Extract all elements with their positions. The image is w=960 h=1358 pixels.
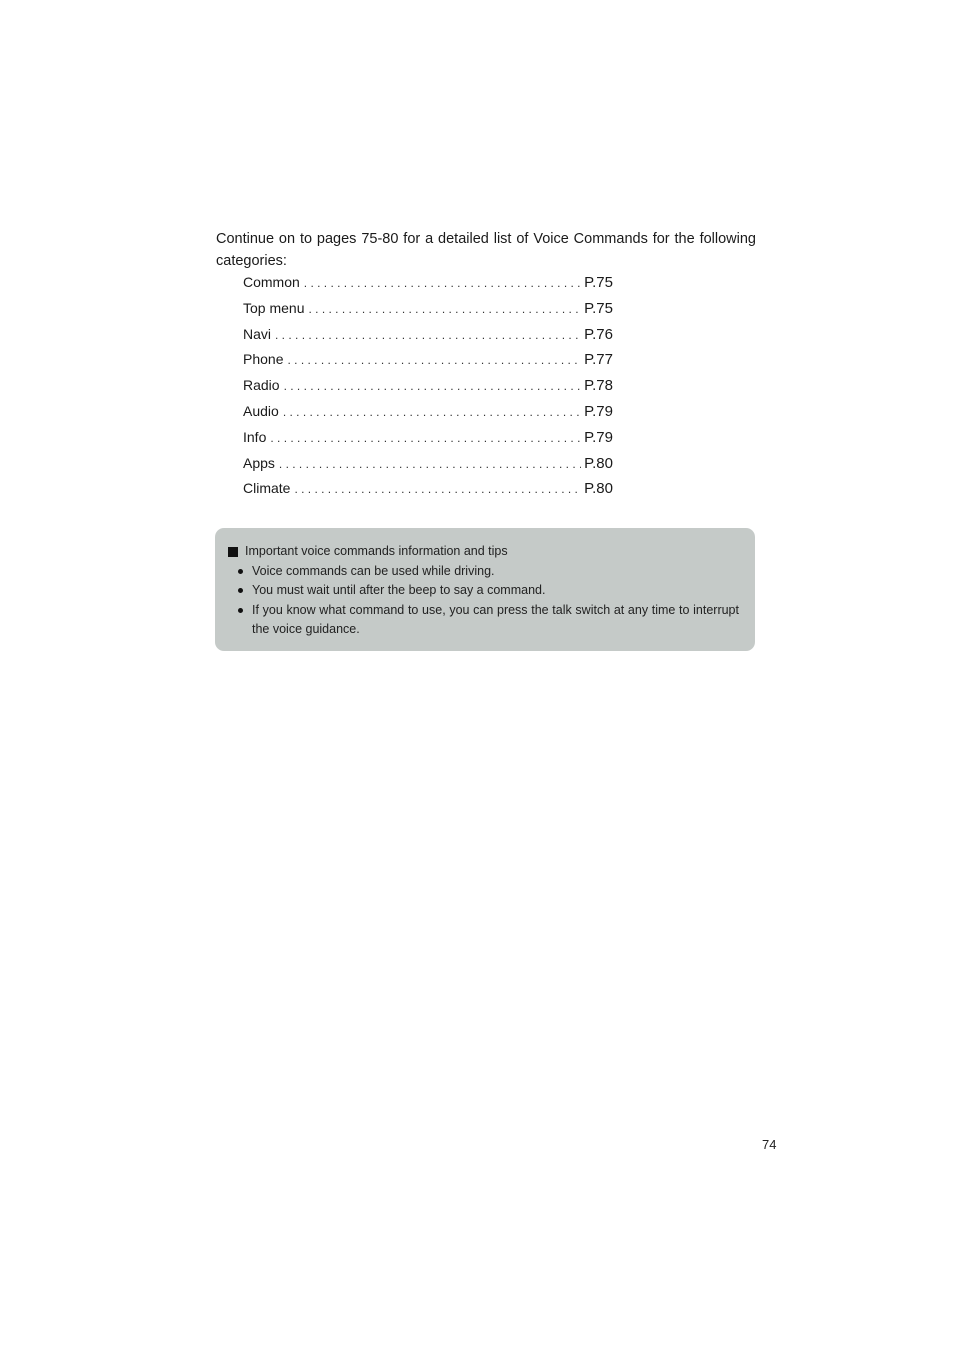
dot-leader	[283, 405, 581, 419]
toc-page-ref: P.75	[584, 274, 613, 291]
toc-entry-navi[interactable]	[243, 326, 613, 352]
dot-leader	[294, 482, 581, 496]
toc-page-ref: P.80	[584, 454, 613, 472]
tips-heading-text: Important voice commands information and tips	[245, 544, 508, 558]
tip-text: You must wait until after the beep to say a command.	[252, 583, 546, 597]
toc-page-ref: P.79	[584, 428, 613, 446]
bullet-icon	[238, 608, 243, 613]
toc-page-ref: P.77	[584, 351, 613, 369]
tip-text: Voice commands can be used while driving.	[252, 563, 495, 578]
dot-leader	[287, 353, 581, 367]
square-bullet-icon	[228, 547, 238, 557]
dot-leader	[270, 431, 581, 445]
toc-page-ref: P.80	[584, 480, 613, 498]
toc-label: Climate	[243, 480, 291, 497]
toc-entry-radio[interactable]	[243, 377, 613, 403]
toc-entry-common[interactable]	[243, 274, 613, 300]
toc-entry-top-menu[interactable]	[243, 300, 613, 326]
dot-leader	[304, 276, 581, 290]
toc-entry-climate[interactable]	[243, 480, 613, 506]
dot-leader	[275, 328, 581, 342]
bullet-icon	[238, 588, 243, 593]
tip-item	[238, 581, 743, 601]
toc-entry-audio[interactable]	[243, 403, 613, 429]
toc-label: Apps	[243, 454, 275, 471]
tips-box	[215, 528, 755, 651]
toc-entry-apps[interactable]	[243, 455, 613, 481]
toc-page-ref: P.76	[584, 325, 613, 343]
tip-item	[238, 562, 743, 582]
toc-entry-phone[interactable]	[243, 351, 613, 377]
toc-label: Common	[243, 274, 300, 290]
page-number: 74	[762, 1137, 777, 1152]
toc-label: Audio	[243, 402, 279, 419]
bullet-icon	[238, 569, 243, 574]
toc-label: Navi	[243, 325, 272, 342]
tips-heading	[227, 542, 743, 562]
toc-label: Info	[243, 428, 267, 445]
toc-label: Top menu	[243, 299, 305, 316]
voice-command-category-list	[243, 274, 613, 506]
toc-entry-info[interactable]	[243, 429, 613, 455]
intro-paragraph: Continue on to pages 75-80 for a detailed list of Voice Commands for the following categories:	[216, 231, 756, 269]
dot-leader	[279, 457, 581, 471]
tip-item	[238, 601, 743, 640]
tip-text: If you know what command to use, you can press the talk switch at any time to interrupt the voice guidance.	[252, 602, 739, 636]
toc-label: Phone	[243, 351, 284, 368]
toc-page-ref: P.78	[584, 377, 613, 395]
toc-page-ref: P.79	[584, 402, 613, 420]
tips-list	[227, 562, 743, 640]
toc-label: Radio	[243, 377, 280, 394]
toc-page-ref: P.75	[584, 299, 613, 317]
dot-leader	[284, 379, 581, 393]
dot-leader	[308, 302, 581, 316]
